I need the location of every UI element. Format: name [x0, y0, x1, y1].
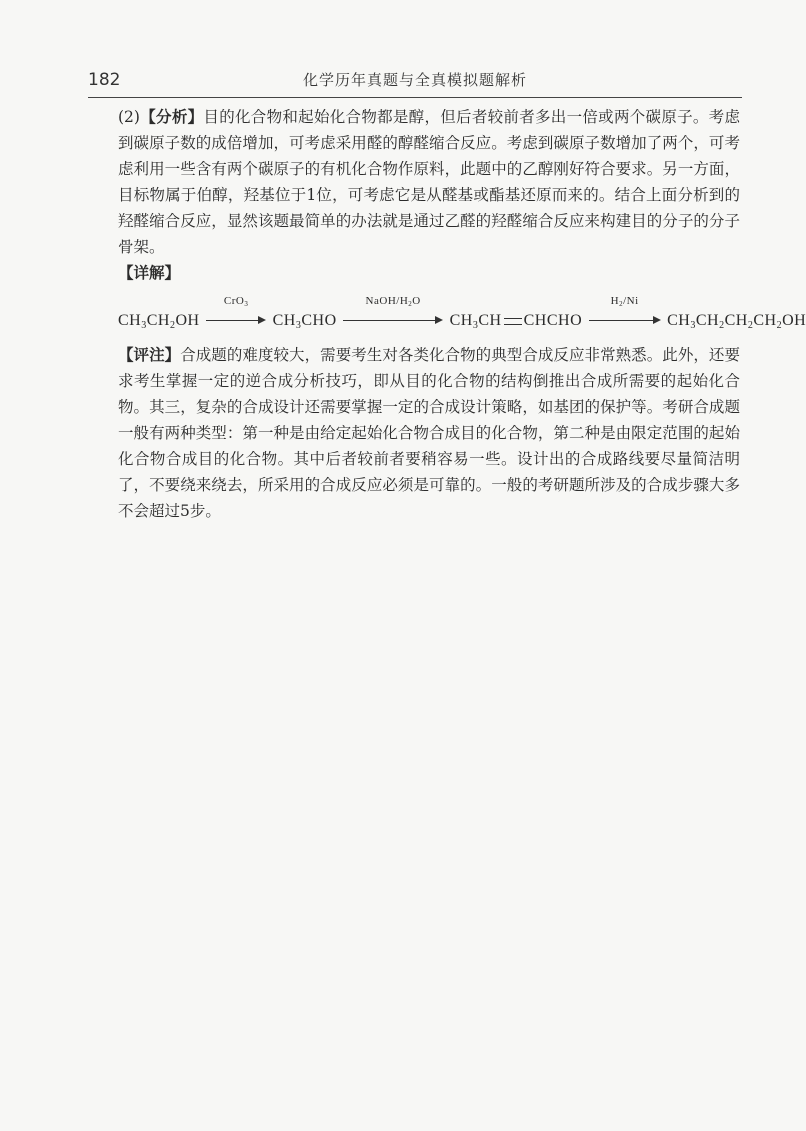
reactant: $CH_3CH_2OH$ [118, 312, 200, 331]
page-header [88, 66, 742, 96]
running-title: 化学历年真题与全真模拟题解析 [302, 71, 527, 89]
intermediate-2-left: $CH_3CH$ [449, 312, 502, 331]
detail-tag: 【详解】 [118, 264, 181, 282]
analysis-prefix: (2) [118, 108, 140, 126]
page-number: 182 [88, 70, 121, 90]
comment-tag: 【评注】 [118, 346, 181, 364]
double-bond [504, 318, 522, 325]
analysis-paragraph [118, 104, 740, 260]
intermediate-2-right: CHCHO [523, 312, 583, 329]
comment-text: 合成题的难度较大，需要考生对各类化合物的典型合成反应非常熟悉。此外，还要求考生掌握一定的逆合成分析技巧，即从目的化合物的结构倒推出合成所需要的起始化合物。其三，复杂的合成设计还需要掌握一定的合成设计策略，如基团的保护等。考研合成题一般有两种类型：第一种是由给定起始化合物合成目的化合物，第二种是由限定范围的起始化合物合成目的化合物。其中后者较前者要稍容易一些。设计出的合成路线要尽量简洁明了，不要绕来绕去，所采用的合成反应必须是可靠的。一般的考研题所涉及的合成步骤大多不会超过5步。 [118, 346, 740, 520]
reaction-scheme [118, 288, 806, 340]
reagent-3: $H_2/Ni$ [610, 295, 639, 309]
detail-heading [118, 260, 740, 286]
reaction-arrow-1 [206, 295, 266, 328]
header-rule [88, 97, 742, 98]
reagent-1: CrO$_3$ [223, 295, 249, 309]
reagent-2: NaOH/$H_2O$ [365, 295, 421, 309]
comment-paragraph [118, 342, 740, 524]
reaction-arrow-2 [343, 295, 443, 328]
reaction-arrow-3 [589, 295, 661, 328]
analysis-text: 目的化合物和起始化合物都是醇，但后者较前者多出一倍或两个碳原子。考虑到碳原子数的成倍增加，可考虑采用醛的醇醛缩合反应。考虑到碳原子数增加了两个，可考虑利用一些含有两个碳原子的有机化合物作原料，此题中的乙醇刚好符合要求。另一方面，目标物属于伯醇，羟基位于1位，可考虑它是从醛基或酯基还原而来的。结合上面分析到的羟醛缩合反应，显然该题最简单的办法就是通过乙醛的羟醛缩合反应来构建目的分子的分子骨架。 [118, 108, 740, 256]
product: $CH_3CH_2CH_2CH_2OH$ [667, 312, 806, 331]
intermediate-1: $CH_3CHO$ [272, 312, 337, 331]
analysis-tag: 【分析】 [139, 108, 204, 126]
page-body [118, 104, 806, 524]
